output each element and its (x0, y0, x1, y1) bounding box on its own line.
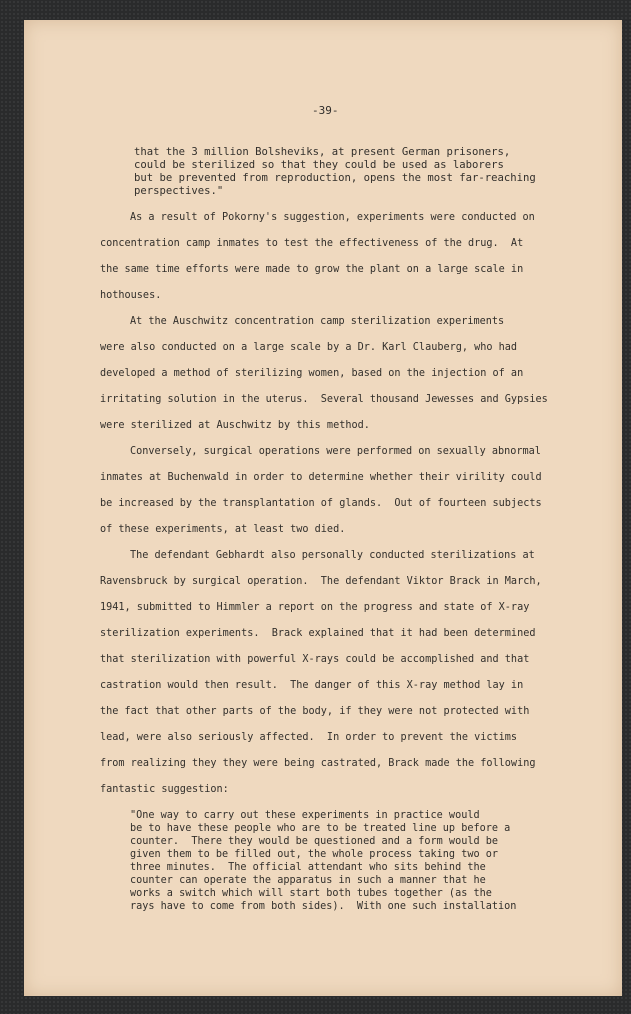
body-line: sterilization experiments. Brack explained that it had been determined (100, 628, 536, 639)
body-line: fantastic suggestion: (100, 784, 229, 795)
body-line: hothouses. (100, 290, 162, 301)
body-line: the fact that other parts of the body, if they were not protected with (100, 706, 530, 717)
quote-line: rays have to come from both sides). With one such installation (130, 901, 517, 912)
body-line: irritating solution in the uterus. Several thousand Jewesses and Gypsies (100, 394, 548, 405)
quote-line: perspectives." (134, 185, 224, 197)
body-line: concentration camp inmates to test the effectiveness of the drug. At (100, 238, 524, 249)
body-line: lead, were also seriously affected. In order to prevent the victims (100, 732, 518, 743)
body-line: of these experiments, at least two died. (100, 524, 346, 535)
quote-line: that the 3 million Bolsheviks, at present German prisoners, (134, 146, 511, 158)
body-line: Ravensbruck by surgical operation. The defendant Viktor Brack in March, (100, 576, 542, 587)
quote-line: counter. There they would be questioned and a form would be (130, 836, 499, 847)
body-line: Conversely, surgical operations were performed on sexually abnormal (130, 446, 541, 457)
body-line: were also conducted on a large scale by a Dr. Karl Clauberg, who had (100, 342, 518, 353)
body-line: castration would then result. The danger of this X-ray method lay in (100, 680, 524, 691)
body-line: 1941, submitted to Himmler a report on the progress and state of X-ray (100, 602, 530, 613)
body-line: from realizing they they were being castrated, Brack made the following (100, 758, 536, 769)
page-number: -39- (312, 104, 339, 117)
quote-line: works a switch which will start both tubes together (as the (130, 888, 492, 899)
body-line: were sterilized at Auschwitz by this method. (100, 420, 370, 431)
body-line: The defendant Gebhardt also personally conducted sterilizations at (130, 550, 535, 561)
quote-line: given them to be filled out, the whole process taking two or (130, 849, 499, 860)
body-line: the same time efforts were made to grow the plant on a large scale in (100, 264, 524, 275)
quote-line: counter can operate the apparatus in such a manner that he (130, 875, 486, 886)
body-line: As a result of Pokorny's suggestion, experiments were conducted on (130, 212, 535, 223)
quote-line: but be prevented from reproduction, opens the most far-reaching (134, 172, 536, 184)
quote-line: could be sterilized so that they could be used as laborers (134, 159, 504, 171)
quote-line: "One way to carry out these experiments in practice would (130, 810, 480, 821)
body-line: developed a method of sterilizing women, based on the injection of an (100, 368, 524, 379)
body-line: be increased by the transplantation of glands. Out of fourteen subjects (100, 498, 542, 509)
body-line: inmates at Buchenwald in order to determine whether their virility could (100, 472, 542, 483)
quote-line: be to have these people who are to be treated line up before a (130, 823, 511, 834)
quote-line: three minutes. The official attendant who sits behind the (130, 862, 486, 873)
body-line: At the Auschwitz concentration camp sterilization experiments (130, 316, 505, 327)
body-line: that sterilization with powerful X-rays could be accomplished and that (100, 654, 530, 665)
